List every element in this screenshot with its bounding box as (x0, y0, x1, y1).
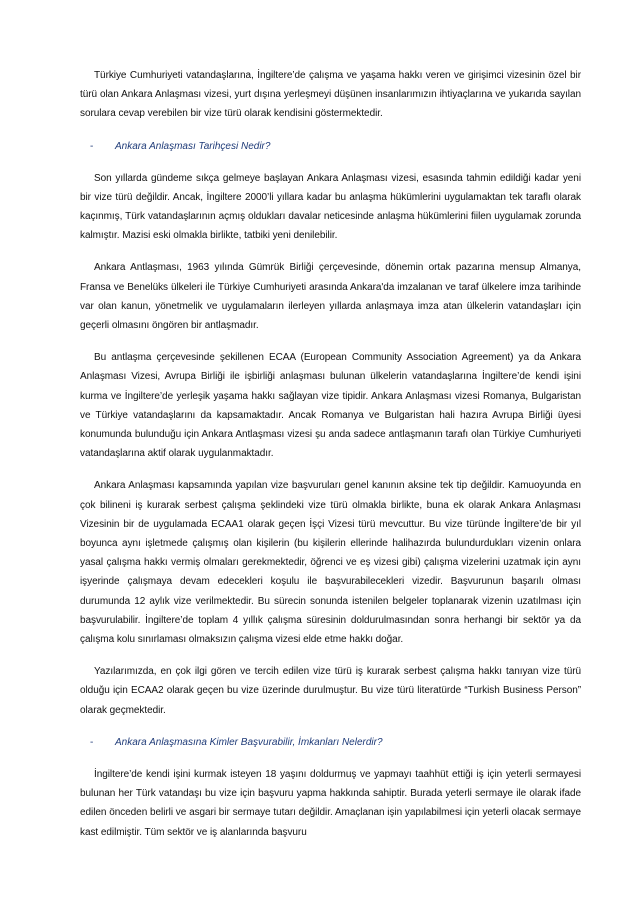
section-heading-history-text: Ankara Anlaşması Tarihçesi Nedir? (115, 140, 271, 152)
paragraph-ecaa: Bu antlaşma çerçevesinde şekillenen ECAA (European Community Association Agreement) ya da Ankara Anlaşması Vizesi, Avrupa Birliği ile işbirliği anlaşması bulunan ülkelerin vatandaşlarına İngiltere’de kendi işini kurma ve İngiltere’de yerleşik yaşama hakkı sağlayan vize tipidir. Ankara Anlaşması vizesi Romanya, Bulgaristan ve Türkiye vatandaşlarını da kapsamaktadır. Ancak Romanya ve Bulgaristan hali hazıra Avrupa Birliği üyesi konumunda bulunduğu için Ankara Antlaşması vizesi şu anda sadece antlaşmanın tarafı olan Türkiye Cumhuriyeti vatandaşlarına aktif olarak uygulanmaktadır. (80, 352, 581, 460)
bullet-dash: - (90, 140, 94, 152)
paragraph-agreement: Ankara Antlaşması, 1963 yılında Gümrük Birliği çerçevesinde, dönemin ortak pazarına mensup Almanya, Fransa ve Benelüks ülkeleri ile Türkiye Cumhuriyeti arasında Ankara'da imzalanan ve taraf ülkelere imza tarihinde var olan kanun, yönetmelik ve uygulamaların ilerleyen yıllarda anlaşmaya imza atan ülkelerin vatandaşları için geçerli olmasını öngören bir antlaşmadır. (80, 262, 581, 332)
paragraph-business-person: Yazılarımızda, en çok ilgi gören ve tercih edilen vize türü iş kurarak serbest çalışma hakkı tanıyan vize türü olduğu için ECAA2 olarak geçen bu vize üzerinde durulmuştur. Bu vize türü literatürde “Turkish Business Person” olarak geçmektedir. (80, 666, 581, 716)
bullet-dash: - (90, 736, 94, 748)
paragraph-visa-types: Ankara Anlaşması kapsamında yapılan vize başvuruları genel kanının aksine tek tip değildir. Kamuoyunda en çok bilineni iş kurarak serbest çalışma şeklindeki vize türü olmakla birlikte, buna ek olarak Ankara Anlaşması Vizesinin bir de uygulamada ECAA1 olarak geçen İşçi Vizesi türü mevcuttur. Bu vize türünde İngiltere’de bir yıl boyunca aynı işletmede çalışmış olan kişilerin (bu kişilerin ellerinde halihazırda bulundurdukları vizenin onlara yasal çalışma hakkı vermiş olmaları gerekmektedir, öğrenci ve eş vizesi gibi) çalışma vizelerini uzatmak için aynı işyerinde çalışmaya devam edecekleri koşulu ile başvurabilecekleri vizedir. Başvurunun başarılı olması durumunda 12 aylık vize verilmektedir. Bu sürecin sonunda istenilen belgeler toplanarak vizenin uzatılması için başvurulabilir. İngiltere’de toplam 4 yıllık çalışma süresinin doldurulmasından sonra herhangi bir sektör ya da çalışma kolu sınırlaması olmaksızın çalışma vizesi elde etme hakkı doğar. (80, 480, 581, 646)
paragraph-history: Son yıllarda gündeme sıkça gelmeye başlayan Ankara Anlaşması vizesi, esasında tahmin edildiği kadar yeni bir vize türü değildir. Ancak, İngiltere 2000’li yıllara kadar bu anlaşma hükümlerini uygulamaktan tek taraflı olarak kaçınmış, Türk vatandaşlarının açmış oldukları davalar neticesinde anlaşma hükümlerini fiilen uygulamak zorunda kalmıştır. Mazisi eski olmakla birlikte, tatbiki yeni denilebilir. (80, 172, 581, 242)
paragraph-intro: Türkiye Cumhuriyeti vatandaşlarına, İngiltere’de çalışma ve yaşama hakkı veren ve girişimci vizesinin özel bir türü olan Ankara Anlaşması vizesi, yurt dışına yerleşmeyi düşünen insanlarımızın ihtiyaçlarına ve yukarıda sayılan sorulara cevap verebilen bir vize türü olarak kendisini göstermektedir. (80, 70, 581, 120)
paragraph-eligibility: İngiltere’de kendi işini kurmak isteyen 18 yaşını doldurmuş ve yapmayı taahhüt ettiği iş için yeterli sermayesi bulunan her Türk vatandaşı bu vize için başvuru yapma hakkında sahiptir. Burada yeterli sermaye ile olarak ifade edilen önceden belirli ve asgari bir sermaye tutarı değildir. Amaçlanan işin yapılabilmesi için yeterli olacak sermaye kast edilmiştir. Tüm sektör ve iş alanlarında başvuru (80, 768, 581, 838)
section-heading-eligibility (80, 733, 581, 752)
section-heading-history (80, 137, 581, 156)
section-heading-eligibility-text: Ankara Anlaşmasına Kimler Başvurabilir, İmkanları Nelerdir? (115, 736, 383, 748)
